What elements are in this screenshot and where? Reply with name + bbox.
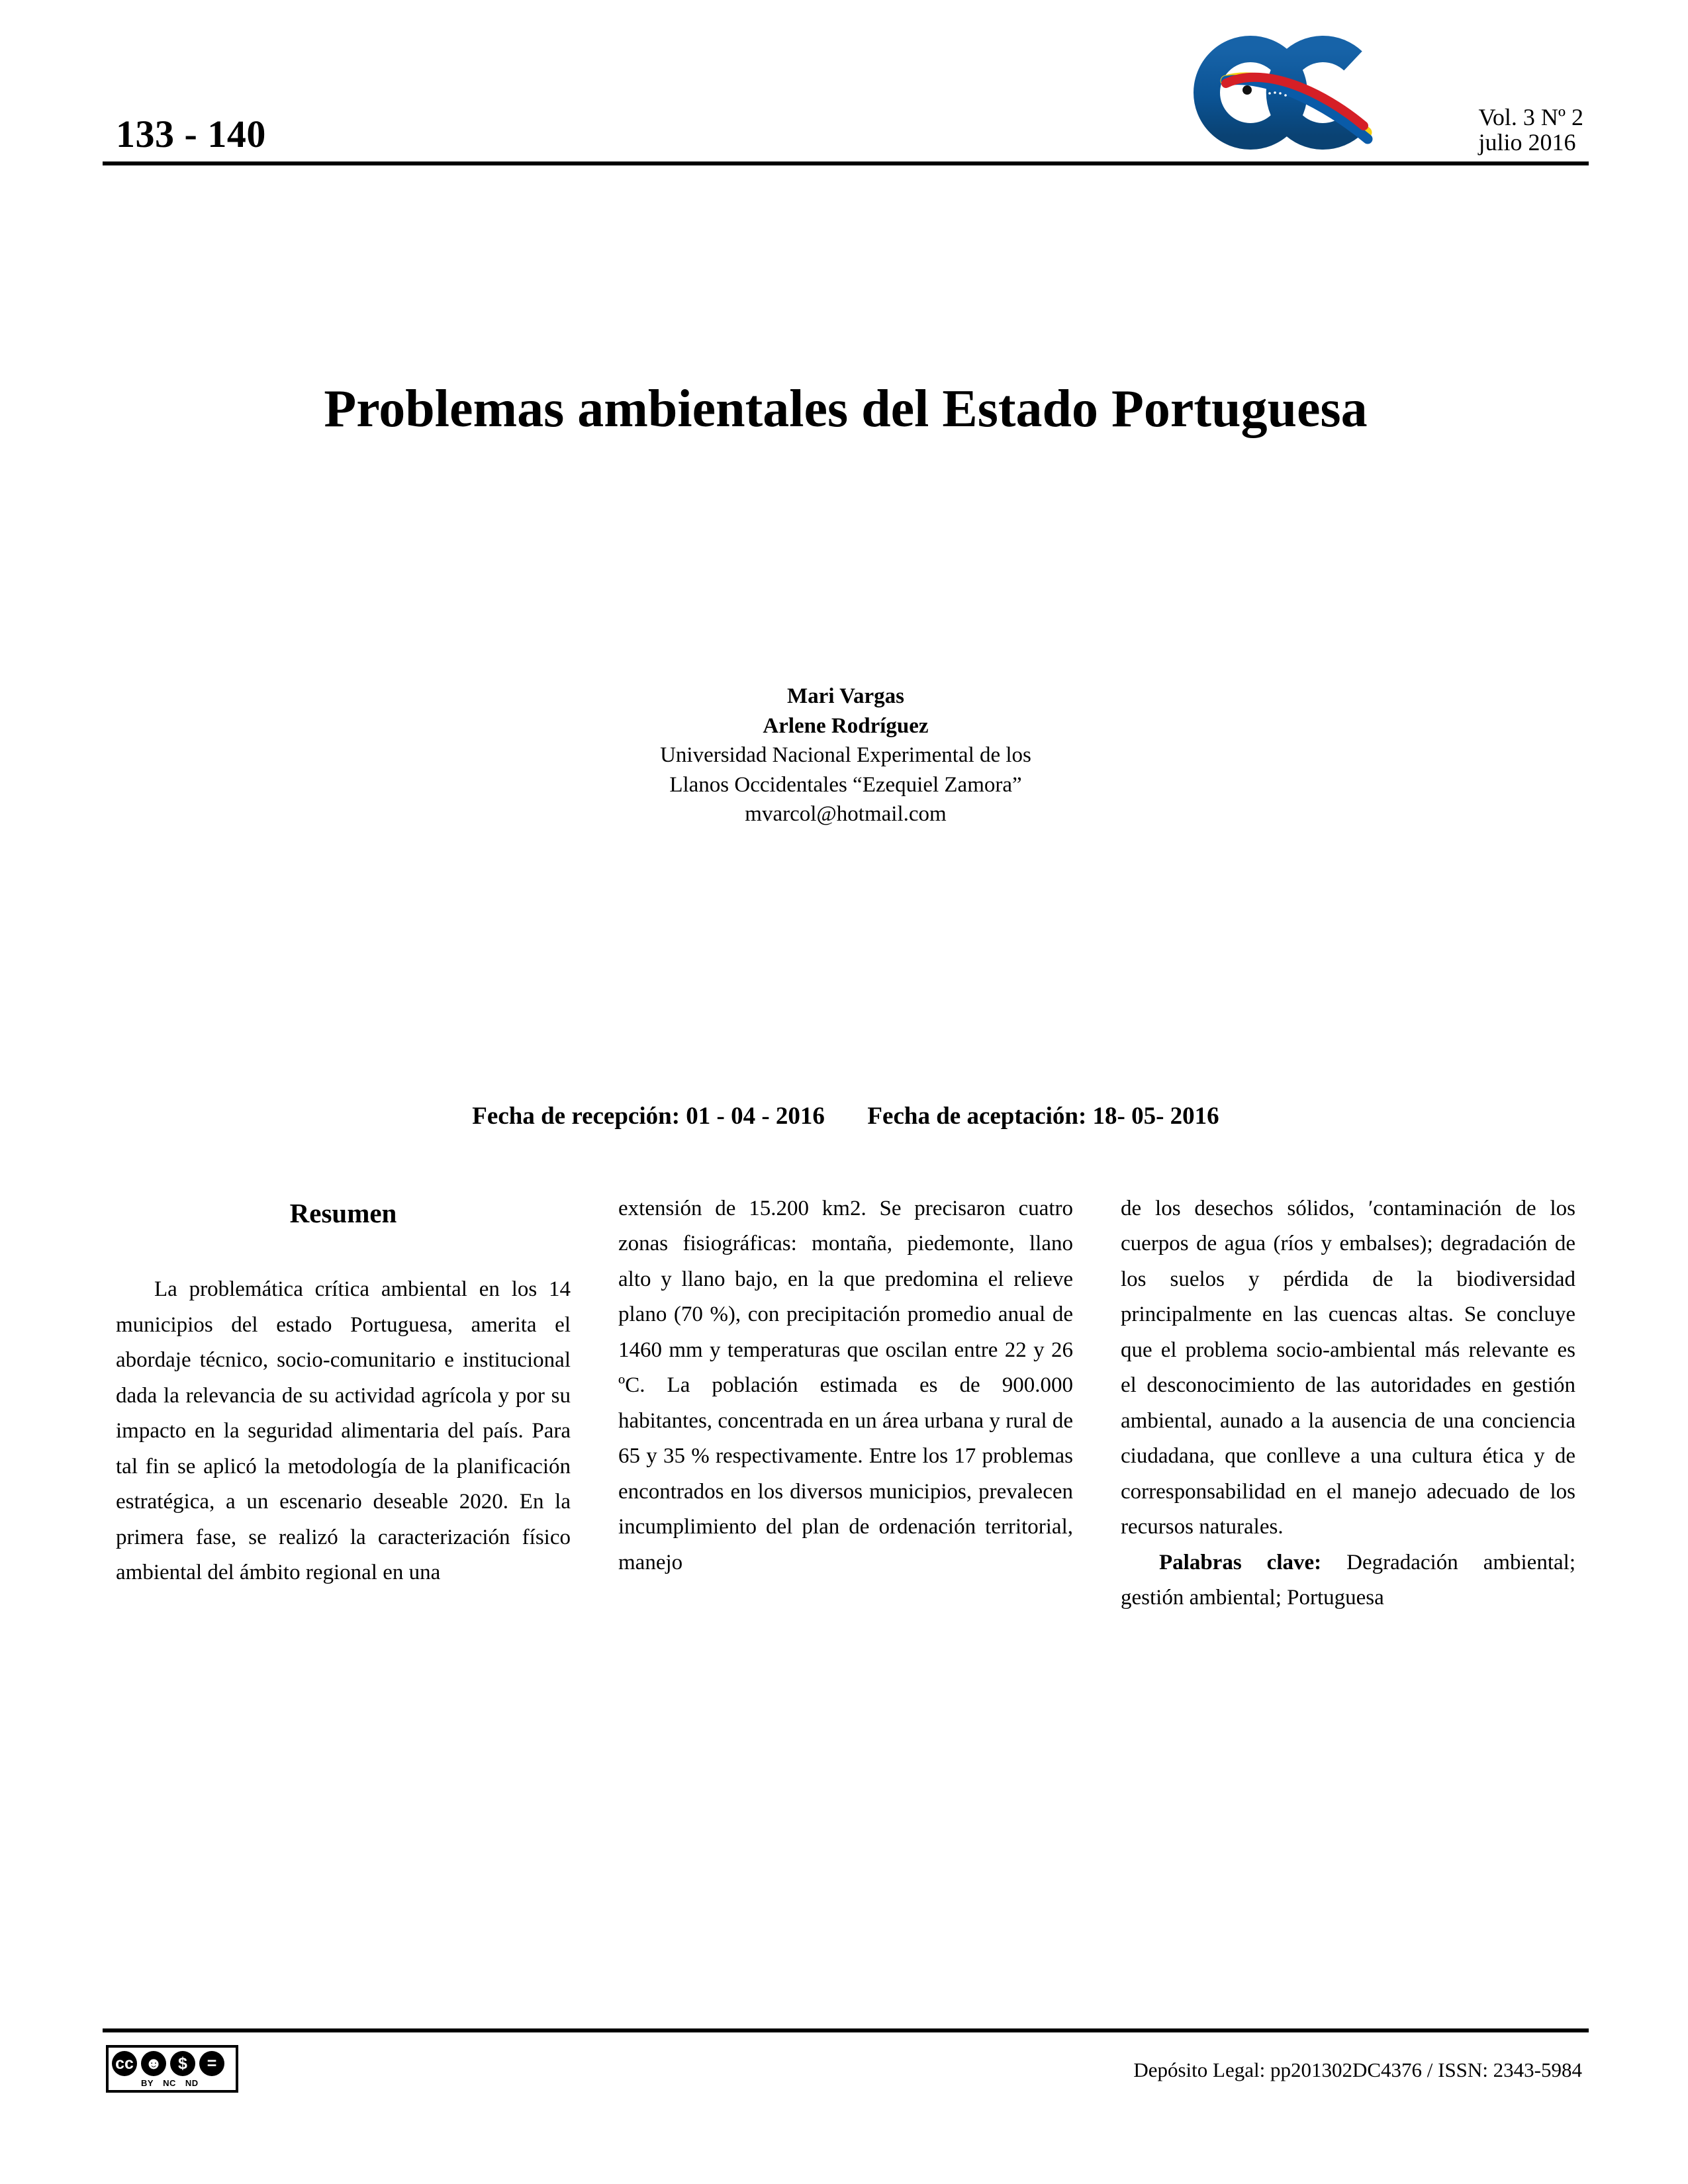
- affiliation-line-2: Llanos Occidentales “Ezequiel Zamora”: [669, 772, 1022, 797]
- cc-noncommercial-icon: $: [170, 2051, 195, 2076]
- cc-label-by: BY: [141, 2078, 154, 2088]
- cc-label-row: [112, 2078, 232, 2088]
- legal-deposit-text: Depósito Legal: pp201302DC4376 / ISSN: 2343-5984: [1133, 2058, 1582, 2081]
- cc-label-nd: ND: [185, 2078, 199, 2088]
- received-date: Fecha de recepción: 01 - 04 - 2016: [472, 1103, 825, 1130]
- page-range: 133 - 140: [116, 113, 266, 156]
- abstract-paragraph-2: extensión de 15.200 km2. Se precisaron cuatro zonas fisiográficas: montaña, piedemonte, llano alto y llano bajo, en la que predomina el relieve plano (70 %), con precipitación promedio anual de 1460 mm y temperaturas que oscilan entre 22 y 26 ºC. La población estimada es de 900.000 habitantes, concentrada en un área urbana y rural de 65 y 35 % respectivamente. Entre los 17 problemas encontrados en los diversos municipios, prevalecen incumplimiento del plan de ordenación territorial, manejo: [618, 1197, 1073, 1574]
- cc-noderivs-icon: =: [199, 2051, 224, 2076]
- author-block: [103, 682, 1589, 829]
- abstract-column-3: [1121, 1191, 1575, 1615]
- cc-label-nc: NC: [163, 2078, 176, 2088]
- author-name-2: Arlene Rodríguez: [763, 713, 929, 738]
- keywords-value: Degradación ambiental; gestión ambiental; Portuguesa: [1121, 1550, 1575, 1610]
- volume-info: [1478, 105, 1583, 155]
- header-divider: [103, 161, 1589, 165]
- abstract-columns: [116, 1191, 1575, 1615]
- abstract-heading: Resumen: [289, 1198, 397, 1228]
- abstract-column-2: [618, 1191, 1073, 1615]
- keywords-block: [1121, 1545, 1575, 1616]
- abstract-column-1: [116, 1191, 571, 1615]
- submission-dates: [103, 1102, 1589, 1130]
- author-email: mvarcol@hotmail.com: [745, 802, 947, 827]
- cc-attribution-icon: ☻: [141, 2051, 166, 2076]
- cc-icon-row: [112, 2050, 232, 2077]
- abstract-paragraph-3: de los desechos sólidos, ′contaminación de los cuerpos de agua (ríos y embalses); degradación de los suelos y pérdida de la biodiversidad principalmente en las cuencas altas. Se concluye que el problema socio-ambiental más relevante es el desconocimiento de las autoridades en gestión ambiental, aunado a la ausencia de una conciencia ciudadana, que conlleve a una cultura ética y de corresponsabilidad en el manejo adecuado de los recursos naturales.: [1121, 1197, 1575, 1539]
- journal-logo-icon: [1186, 26, 1378, 159]
- creative-commons-badge-icon[interactable]: [106, 2045, 238, 2093]
- page-header: [103, 26, 1589, 165]
- author-name-1: Mari Vargas: [787, 684, 904, 708]
- footer-divider: [103, 2028, 1589, 2032]
- page-title: Problemas ambientales del Estado Portuguesa: [324, 379, 1368, 438]
- cc-logo-icon: cc: [112, 2051, 137, 2076]
- keywords-label: Palabras clave:: [1159, 1550, 1322, 1574]
- issue-date: julio 2016: [1478, 128, 1576, 156]
- accepted-date: Fecha de aceptación: 18- 05- 2016: [867, 1103, 1219, 1130]
- affiliation-line-1: Universidad Nacional Experimental de los: [660, 743, 1031, 768]
- abstract-paragraph-1: La problemática crítica ambiental en los 14 municipios del estado Portuguesa, amerita el abordaje técnico, socio-comunitario e institucional dada la relevancia de su actividad agrícola y por su impacto en la seguridad alimentaria del país. Para tal fin se aplicó la metodología de la planificación estratégica, a un escenario deseable 2020. En la primera fase, se realizó la caracterización físico ambiental del ámbito regional en una: [116, 1277, 571, 1585]
- volume-number: Vol. 3 Nº 2: [1478, 103, 1583, 130]
